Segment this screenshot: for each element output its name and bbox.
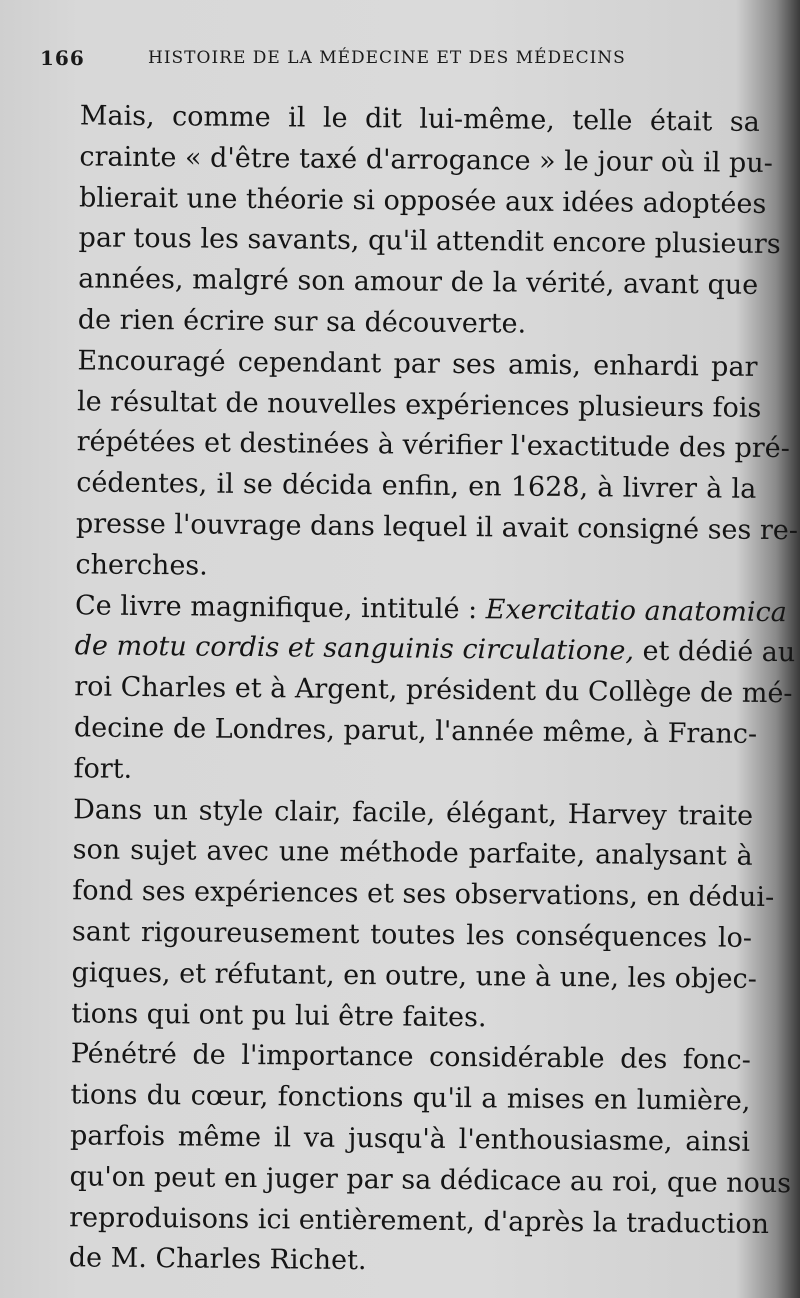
text-line: giques, et réfutant, en outre, une à une, les objec-	[71, 957, 757, 995]
page-header	[40, 44, 680, 74]
text-line: blierait une théorie si opposée aux idées adoptées	[78, 181, 767, 220]
text-line: qu'on peut en juger par sa dédicace au roi, que nous	[69, 1160, 792, 1199]
text-segment: Ce livre magnifique, intitulé :	[74, 589, 486, 625]
text-line-with-title	[41, 586, 787, 634]
text-line: répétées et destinées à vérifier l'exactitude des pré-	[76, 426, 790, 465]
text-line: cédentes, il se décida enfin, en 1628, à livrer à la	[76, 467, 757, 506]
text-segment: et dédié au	[633, 636, 796, 669]
text-line: fond ses expériences et ses observations, en dédui-	[72, 875, 775, 914]
text-line: decine de Londres, parut, l'année même, à Franc-	[73, 712, 758, 750]
text-line: reproduisons ici entièrement, d'après la traduction	[69, 1201, 770, 1240]
text-line: Mais, comme il le dit lui-même, telle était sa	[79, 100, 760, 138]
text-line: le résultat de nouvelles expériences plusieurs fois	[76, 385, 762, 424]
paragraph-4	[37, 790, 775, 1042]
text-line: crainte « d'être taxé d'arrogance » le jour où il pu-	[79, 141, 773, 179]
text-line: sant rigoureusement toutes les conséquences lo-	[71, 916, 753, 954]
book-title-italic: de motu cordis et sanguinis circulatione,	[74, 630, 635, 668]
text-line: son sujet avec une méthode parfaite, analysant à	[72, 834, 753, 873]
text-line: cherches.	[75, 549, 208, 582]
page-number: 166	[40, 46, 85, 70]
paragraph-3	[39, 586, 796, 797]
text-line: tions du cœur, fonctions qu'il a mises en lumière,	[70, 1079, 751, 1117]
paragraph-5	[35, 1034, 792, 1286]
text-line: Dans un style clair, facile, élégant, Harvey traite	[73, 793, 754, 832]
text-line: parfois même il va jusqu'à l'enthousiasme, ainsi	[69, 1120, 751, 1158]
text-line: de rien écrire sur sa découverte.	[77, 304, 527, 340]
text-line: Encouragé cependant par ses amis, enhardi par	[77, 345, 758, 383]
paragraph-1	[44, 96, 781, 348]
text-line: presse l'ouvrage dans lequel il avait consigné ses re-	[75, 508, 799, 547]
text-line: années, malgré son amour de la vérité, avant que	[78, 263, 759, 302]
text-line: Pénétré de l'importance considérable des fonc-	[70, 1038, 751, 1077]
running-title: HISTOIRE DE LA MÉDECINE ET DES MÉDECINS	[148, 48, 626, 68]
text-line: roi Charles et à Argent, président du Collège de mé-	[74, 671, 793, 710]
paragraph-2	[41, 341, 799, 593]
text-line: fort.	[73, 753, 133, 785]
text-line: de M. Charles Richet.	[68, 1242, 367, 1277]
book-title-italic: Exercitatio anatomica	[485, 593, 787, 628]
text-line: par tous les savants, qu'il attendit encore plusieurs	[78, 222, 781, 261]
body-text	[35, 96, 799, 1286]
text-line: tions qui ont pu lui être faites.	[71, 997, 487, 1033]
text-line-with-title	[41, 626, 796, 674]
